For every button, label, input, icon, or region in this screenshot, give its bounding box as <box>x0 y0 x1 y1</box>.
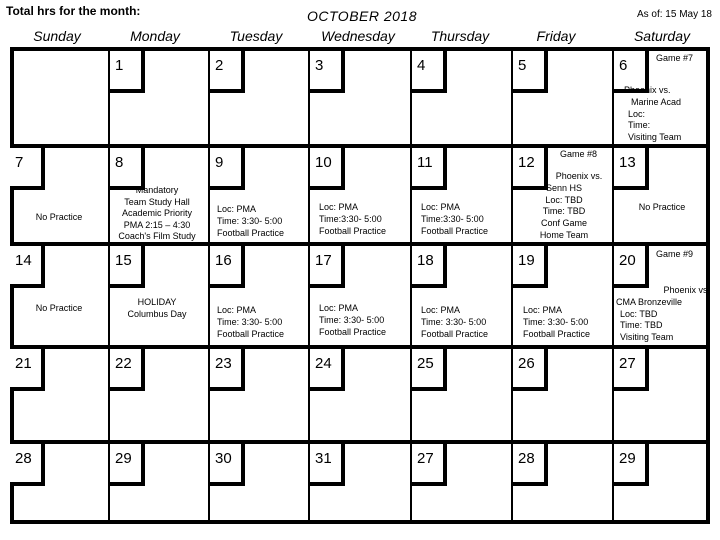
day-number: 26 <box>513 349 548 391</box>
day-number: 10 <box>310 148 345 190</box>
event-line: Loc: PMA <box>421 305 461 315</box>
day-number: 29 <box>614 444 649 486</box>
event-line: Football Practice <box>319 225 387 236</box>
event-line: Loc: <box>628 108 646 119</box>
day-number: 16 <box>210 246 245 288</box>
day-number: 27 <box>412 444 447 486</box>
weekday-saturday: Saturday <box>633 28 691 44</box>
event-note <box>523 305 590 340</box>
event-line: Football Practice <box>523 328 591 339</box>
day-number: 19 <box>513 246 548 288</box>
event-note <box>319 303 386 338</box>
event-line: Conf Game <box>540 218 588 229</box>
event-note: No Practice <box>35 212 83 222</box>
event-line: Loc: TBD <box>545 194 583 205</box>
event-line: Time: TBD <box>620 320 663 331</box>
day-number: 21 <box>10 349 45 391</box>
weekday-thursday: Thursday <box>430 28 490 44</box>
event-note: No Practice <box>638 202 686 212</box>
event-line: Football Practice <box>319 326 387 337</box>
day-number: 18 <box>412 246 447 288</box>
event-line: Phoenix vs. <box>663 285 710 295</box>
day-number: 31 <box>310 444 345 486</box>
event-note <box>319 202 386 237</box>
event-note <box>618 85 681 143</box>
event-line: Loc: PMA <box>217 305 257 315</box>
day-number: 28 <box>10 444 45 486</box>
event-line: Loc: PMA <box>319 202 359 212</box>
event-note <box>108 297 206 321</box>
event-line: Phoenix vs. <box>555 171 603 181</box>
day-number: 17 <box>310 246 345 288</box>
day-number: 3 <box>310 51 345 93</box>
day-number: 15 <box>110 246 145 288</box>
event-line: Time:3:30- 5:00 <box>421 213 484 224</box>
day-number: 8 <box>110 148 145 190</box>
event-line: Time: 3:30- 5:00 <box>217 215 283 226</box>
event-line: Football Practice <box>421 225 489 236</box>
event-line: HOLIDAY <box>137 297 177 307</box>
event-line: Time: 3:30- 5:00 <box>421 316 487 327</box>
day-number: 27 <box>614 349 649 391</box>
day-number: 30 <box>210 444 245 486</box>
day-number: 23 <box>210 349 245 391</box>
weekday-sunday: Sunday <box>33 28 81 44</box>
event-line: Time: <box>628 120 651 131</box>
day-number: 22 <box>110 349 145 391</box>
event-note <box>616 285 712 344</box>
event-line: Home Team <box>539 229 589 240</box>
event-line: Time: 3:30- 5:00 <box>217 316 283 327</box>
calendar-grid <box>10 47 710 524</box>
event-line: Loc: PMA <box>523 305 563 315</box>
event-line: Phoenix vs. <box>624 85 671 95</box>
event-line: CMA Bronzeville <box>616 296 683 307</box>
weekday-friday: Friday <box>536 28 576 44</box>
day-number: 6 <box>614 51 649 93</box>
event-note <box>512 171 616 242</box>
day-number: 11 <box>412 148 447 190</box>
event-line: Loc: PMA <box>319 303 359 313</box>
event-line: Time:3:30- 5:00 <box>319 213 382 224</box>
day-number: 29 <box>110 444 145 486</box>
game-label: Game #7 <box>656 53 694 63</box>
day-number: 20 <box>614 246 649 288</box>
event-note <box>421 202 488 237</box>
day-number: 25 <box>412 349 447 391</box>
event-line: Time: TBD <box>542 206 586 217</box>
event-note <box>217 204 284 239</box>
event-line: Time: 3:30- 5:00 <box>523 316 589 327</box>
event-line: Loc: PMA <box>421 202 461 212</box>
event-line: Columbus Day <box>127 308 187 319</box>
event-line: Coach's Film Study <box>118 231 196 242</box>
event-line: Football Practice <box>217 227 285 238</box>
game-label: Game #9 <box>656 249 694 259</box>
event-line: Academic Priority <box>121 208 193 219</box>
month-title: OCTOBER 2018 <box>307 8 418 24</box>
day-number: 1 <box>110 51 145 93</box>
event-line: Senn HS <box>545 182 583 193</box>
weekday-monday: Monday <box>130 28 180 44</box>
event-line: Football Practice <box>217 328 285 339</box>
event-line: Time: 3:30- 5:00 <box>319 314 385 325</box>
event-note <box>217 305 284 340</box>
day-number: 7 <box>10 148 45 190</box>
day-number: 4 <box>412 51 447 93</box>
day-number: 14 <box>10 246 45 288</box>
event-note <box>421 305 488 340</box>
day-number: 9 <box>210 148 245 190</box>
event-line: Visiting Team <box>620 332 674 343</box>
event-line: Marine Acad <box>631 96 682 107</box>
event-note: No Practice <box>35 303 83 313</box>
as-of-date: As of: 15 May 18 <box>636 9 712 20</box>
event-line: Visiting Team <box>628 132 682 143</box>
game-label: Game #8 <box>560 149 598 159</box>
event-line: Football Practice <box>421 328 489 339</box>
event-line: Loc: TBD <box>620 308 658 319</box>
event-line: Loc: PMA <box>217 204 257 214</box>
day-number: 24 <box>310 349 345 391</box>
day-number: 13 <box>614 148 649 190</box>
day-number: 2 <box>210 51 245 93</box>
day-number: 5 <box>513 51 548 93</box>
day-number: 12 <box>513 148 548 190</box>
event-line: PMA 2:15 – 4:30 <box>123 219 191 230</box>
day-number: 28 <box>513 444 548 486</box>
weekday-tuesday: Tuesday <box>229 28 283 44</box>
event-line: Mandatory <box>135 185 179 195</box>
total-hours-label: Total hrs for the month: <box>6 4 141 18</box>
event-line: Team Study Hall <box>124 196 190 207</box>
event-note <box>108 185 206 243</box>
weekday-wednesday: Wednesday <box>321 28 395 44</box>
